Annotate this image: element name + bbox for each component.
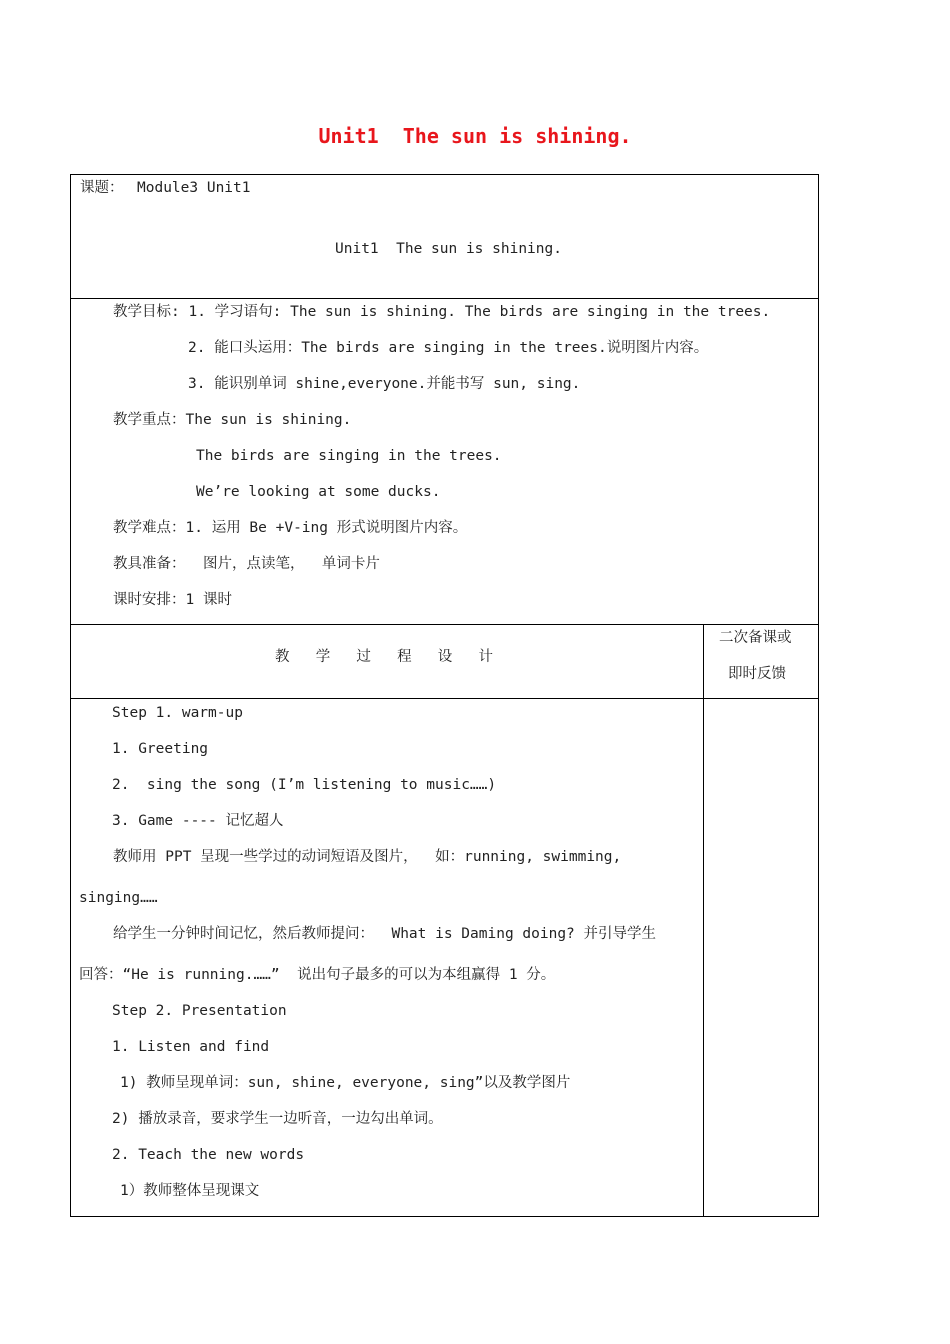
step-2-subitem: 1) 教师呈现单词：sun, shine, everyone, sing”以及教学图片	[120, 1075, 571, 1091]
topic-value: Module3 Unit1	[137, 180, 251, 196]
row-divider	[70, 698, 819, 699]
step-2-item: 2. Teach the new words	[112, 1147, 305, 1163]
materials: 教具准备： 图片，点读笔， 单词卡片	[113, 556, 380, 572]
step-1-heading: Step 1. warm-up	[112, 705, 243, 721]
step-1-paragraph: singing……	[79, 890, 158, 906]
feedback-heading-line2: 即时反馈	[728, 666, 786, 682]
lesson-plan-table	[70, 174, 819, 1217]
step-2-subitem: 1）教师整体呈现课文	[120, 1183, 260, 1199]
step-1-paragraph: 回答：“He is running.……” 说出句子最多的可以为本组赢得 1 分。	[79, 967, 556, 983]
step-1-paragraph: 给学生一分钟时间记忆，然后教师提问： What is Daming doing? 并引导学生	[113, 926, 657, 942]
schedule: 课时安排：1 课时	[113, 592, 232, 608]
page-title: Unit1 The sun is shining.	[318, 124, 632, 148]
row-divider	[70, 298, 819, 299]
step-2-heading: Step 2. Presentation	[112, 1003, 287, 1019]
key-point: 教学重点：The sun is shining.	[113, 412, 352, 428]
step-2-item: 1. Listen and find	[112, 1039, 270, 1055]
step-2-subitem: 2) 播放录音，要求学生一边听音，一边勾出单词。	[112, 1111, 443, 1127]
column-divider	[703, 624, 704, 1217]
process-design-heading: 教 学 过 程 设 计	[275, 649, 493, 665]
teaching-goal-1: 教学目标: 1. 学习语句: The sun is shining. The birds are singing in the trees.	[113, 304, 771, 320]
unit-subtitle: Unit1 The sun is shining.	[335, 241, 562, 257]
teaching-goal-2: 2. 能口头运用：The birds are singing in the trees.说明图片内容。	[188, 340, 709, 356]
teaching-goal-3: 3. 能识别单词 shine,everyone.并能书写 sun, sing.	[188, 376, 581, 392]
difficulty: 教学难点：1. 运用 Be +V-ing 形式说明图片内容。	[113, 520, 468, 536]
step-1-item: 2. sing the song (I’m listening to music……)	[112, 777, 497, 793]
step-1-paragraph: 教师用 PPT 呈现一些学过的动词短语及图片， 如：running, swimming,	[113, 849, 622, 865]
topic-label: 课题：	[80, 180, 124, 196]
step-1-item: 1. Greeting	[112, 741, 209, 757]
key-point-3: We’re looking at some ducks.	[196, 484, 441, 500]
feedback-heading-line1: 二次备课或	[719, 630, 792, 646]
step-1-item: 3. Game ---- 记忆超人	[112, 813, 284, 829]
key-point-2: The birds are singing in the trees.	[196, 448, 502, 464]
row-divider	[70, 624, 819, 625]
